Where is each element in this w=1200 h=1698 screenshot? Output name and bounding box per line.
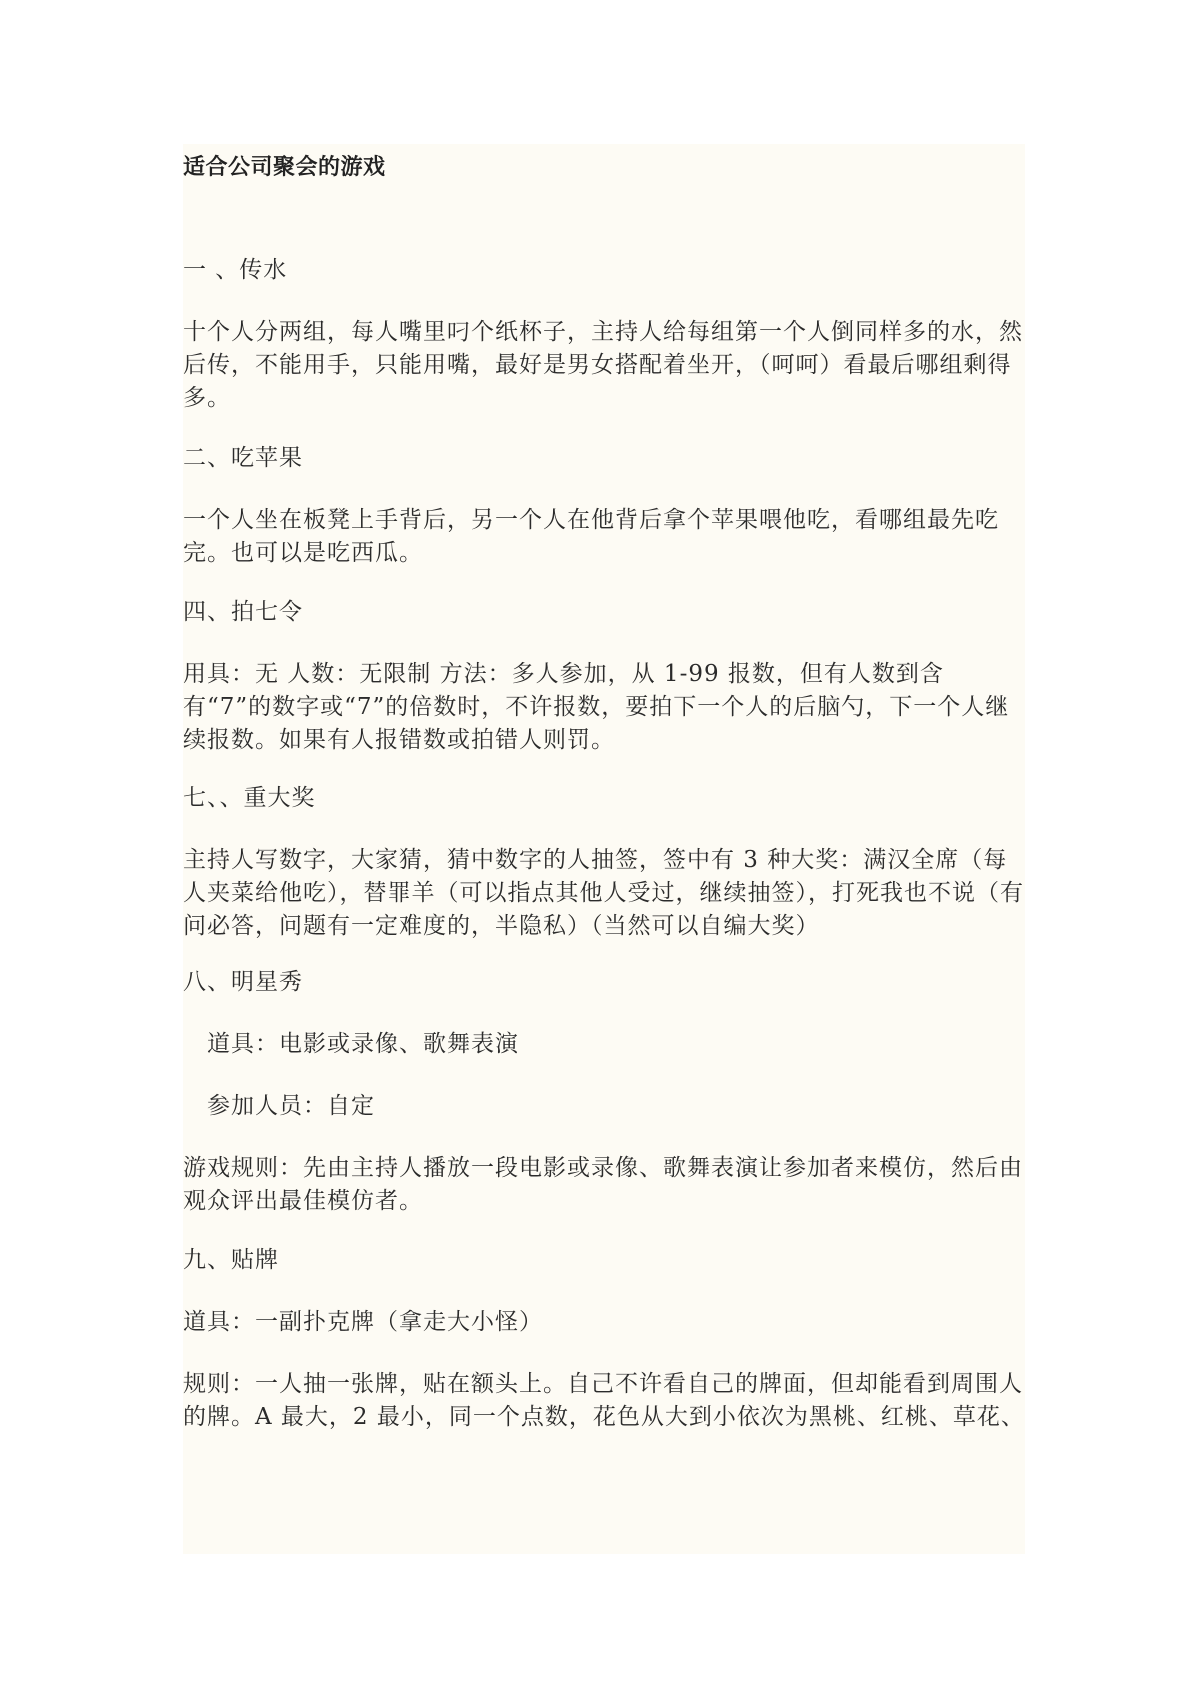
section-heading-paiqiling: 四、拍七令 xyxy=(183,599,303,625)
section-heading-mingxingxiu: 八、明星秀 xyxy=(183,969,303,995)
section-paragraph-youxiguize: 游戏规则：先由主持人播放一段电影或录像、歌舞表演让参加者来模仿，然后由观众评出最佳模仿者。 xyxy=(183,1155,1023,1214)
section-paragraph-zhongdajiang: 主持人写数字，大家猜，猜中数字的人抽签，签中有 3 种大奖：满汉全席（每人夹菜给他吃），替罪羊（可以指点其他人受过，继续抽签），打死我也不说（有问必答，问题有一定难度的，半隐私）（当然可以自编大奖） xyxy=(183,847,1024,939)
document-body xyxy=(183,144,1025,1554)
section-heading-zhongdajiang: 七、、重大奖 xyxy=(183,785,316,811)
section-heading-chuanshui: 一 、传水 xyxy=(183,257,288,283)
section-paragraph-paiqiling: 用具：无 人数：无限制 方法：多人参加，从 1-99 报数，但有人数到含有“7”的数字或“7”的倍数时，不许报数，要拍下一个人的后脑勺，下一个人继续报数。如果有人报错数或拍错人则罚。 xyxy=(183,661,1010,753)
section-heading-tiepai: 九、贴牌 xyxy=(183,1247,279,1273)
section-paragraph-chuanshui: 十个人分两组，每人嘴里叼个纸杯子，主持人给每组第一个人倒同样多的水，然后传，不能用手，只能用嘴，最好是男女搭配着坐开，（呵呵）看最后哪组剩得多。 xyxy=(183,319,1023,411)
section-paragraph-daoju: 道具：电影或录像、歌舞表演 xyxy=(207,1031,519,1057)
section-paragraph-chipingguo: 一个人坐在板凳上手背后，另一个人在他背后拿个苹果喂他吃，看哪组最先吃完。也可以是吃西瓜。 xyxy=(183,507,999,566)
section-paragraph-canjiarenyuan: 参加人员：自定 xyxy=(207,1093,375,1119)
section-paragraph-tiepai-daoju: 道具：一副扑克牌（拿走大小怪） xyxy=(183,1309,543,1335)
section-paragraph-tiepai-guize: 规则：一人抽一张牌，贴在额头上。自己不许看自己的牌面，但却能看到周围人的牌。A 最大，2 最小，同一个点数，花色从大到小依次为黑桃、红桃、草花、 xyxy=(183,1371,1025,1430)
section-heading-chipingguo: 二、吃苹果 xyxy=(183,445,303,471)
document-title: 适合公司聚会的游戏 xyxy=(183,154,386,180)
